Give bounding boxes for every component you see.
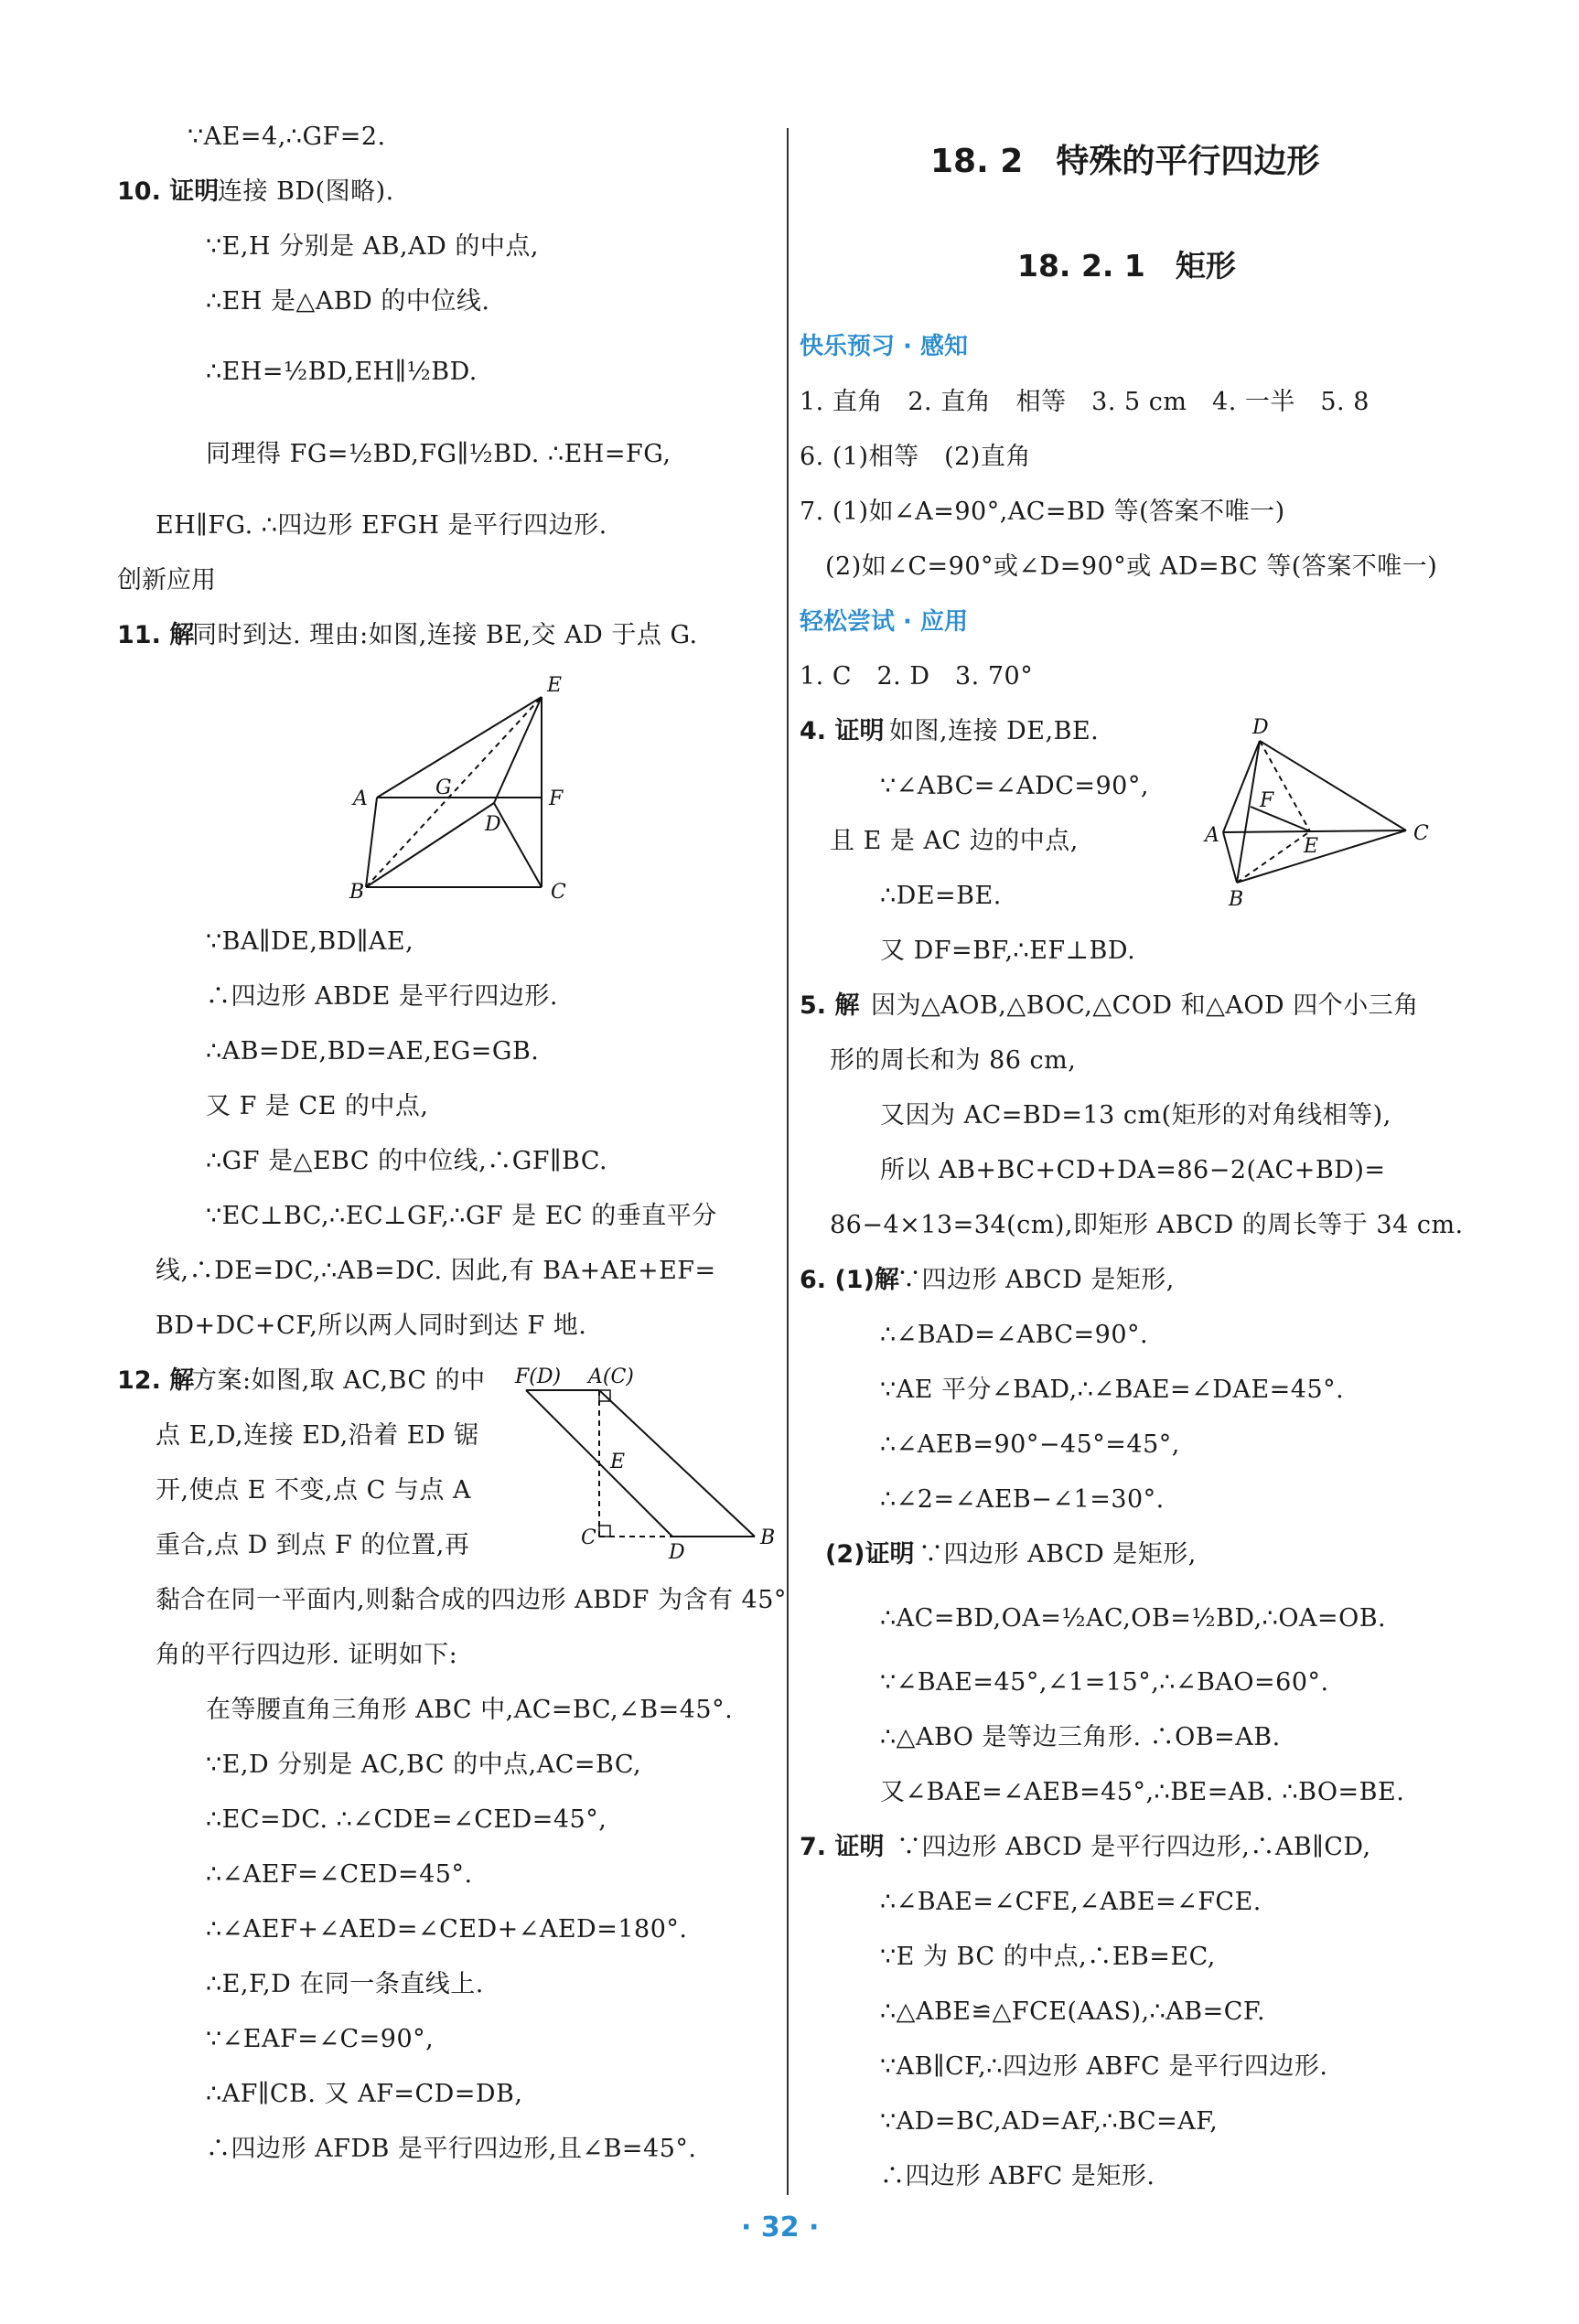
q11-label: 11. 解 xyxy=(117,621,195,649)
line-BC xyxy=(1237,830,1406,883)
text-line: 因为△AOB,△BOC,△COD 和△AOD 四个小三角 xyxy=(871,991,1419,1020)
text-line: ∴AC=BD,OA=½AC,OB=½BD,∴OA=OB. xyxy=(880,1604,1387,1633)
text-line: ∴∠2=∠AEB−∠1=30°. xyxy=(880,1485,1165,1514)
section-heading: 创新应用 xyxy=(117,566,216,594)
label-A: A xyxy=(1205,824,1219,847)
text-line: 开,使点 E 不变,点 C 与点 A xyxy=(156,1476,471,1505)
label-B: B xyxy=(760,1526,776,1549)
label-D: D xyxy=(485,813,501,836)
figure-11 xyxy=(348,659,604,904)
text-line: ∵四边形 ABCD 是矩形, xyxy=(918,1540,1197,1569)
text-line: ∴∠BAD=∠ABC=90°. xyxy=(880,1321,1149,1349)
text-line: ∵E,H 分别是 AB,AD 的中点, xyxy=(206,232,539,261)
text-line: ∵AE=4,∴GF=2. xyxy=(188,123,386,151)
figure-12 xyxy=(508,1363,782,1564)
text-line: ∵AE 平分∠BAD,∴∠BAE=∠DAE=45°. xyxy=(880,1376,1345,1404)
label-A: A xyxy=(353,787,368,810)
text-line: ∴四边形 ABDE 是平行四边形. xyxy=(206,982,558,1011)
text-line: ∴AB=DE,BD=AE,EG=GB. xyxy=(206,1037,540,1066)
text-line: 在等腰直角三角形 ABC 中,AC=BC,∠B=45°. xyxy=(206,1696,734,1724)
text-line: ∴∠BAE=∠CFE,∠ABE=∠FCE. xyxy=(880,1888,1262,1916)
label-D: D xyxy=(1252,716,1269,739)
line-DC xyxy=(494,803,542,887)
column-divider xyxy=(787,128,789,2195)
line-ED xyxy=(494,697,542,803)
q5-label: 5. 解 xyxy=(800,991,860,1020)
text-line: ∴△ABE≌△FCE(AAS),∴AB=CF. xyxy=(880,1997,1266,2026)
q4-label: 4. 证明 xyxy=(800,717,885,745)
text-line: 所以 AB+BC+CD+DA=86−2(AC+BD)= xyxy=(880,1156,1386,1184)
line-AC xyxy=(1223,830,1406,832)
text-line: ∵AD=BC,AD=AF,∴BC=AF, xyxy=(880,2107,1219,2136)
q10-label: 10. 证明 xyxy=(117,177,220,206)
text-line: ∵∠EAF=∠C=90°, xyxy=(206,2025,435,2053)
text-line: 如图,连接 DE,BE. xyxy=(889,717,1100,745)
label-C: C xyxy=(1413,822,1429,845)
label-AC: A(C) xyxy=(588,1365,634,1388)
line-DB xyxy=(1237,741,1260,883)
line-DE xyxy=(1260,741,1310,831)
text-line: ∴EH=½BD,EH∥½BD. xyxy=(206,358,478,386)
q12-label: 12. 解 xyxy=(117,1366,195,1395)
label-F: F xyxy=(1260,789,1274,812)
text-line: 1. C 2. D 3. 70° xyxy=(800,662,1034,691)
label-FD: F(D) xyxy=(515,1365,562,1388)
text-line: 又∠BAE=∠AEB=45°,∴BE=AB. ∴BO=BE. xyxy=(880,1778,1405,1806)
text-line: (2)如∠C=90°或∠D=90°或 AD=BC 等(答案不唯一) xyxy=(825,552,1438,581)
label-B: B xyxy=(1229,888,1244,911)
text-line: 86−4×13=34(cm),即矩形 ABCD 的周长等于 34 cm. xyxy=(830,1211,1464,1239)
text-line: BD+DC+CF,所以两人同时到达 F 地. xyxy=(156,1312,587,1340)
label-E: E xyxy=(547,674,563,697)
text-line: ∴EH 是△ABD 的中位线. xyxy=(206,287,490,316)
text-line: ∴∠AEF=∠CED=45°. xyxy=(206,1860,473,1889)
text-line: 点 E,D,连接 ED,沿着 ED 锯 xyxy=(156,1421,479,1450)
text-line: ∵E,D 分别是 AC,BC 的中点,AC=BC, xyxy=(206,1751,642,1779)
line-BE xyxy=(366,697,542,887)
text-line: 同时到达. 理由:如图,连接 BE,交 AD 于点 G. xyxy=(192,621,698,649)
text-line: ∵BA∥DE,BD∥AE, xyxy=(206,927,414,956)
q7-label: 7. 证明 xyxy=(800,1833,885,1861)
text-line: ∵EC⊥BC,∴EC⊥GF,∴GF 是 EC 的垂直平分 xyxy=(206,1202,717,1230)
page-number: · 32 · xyxy=(741,2212,820,2244)
text-line: ∴EC=DC. ∴∠CDE=∠CED=45°, xyxy=(206,1805,607,1834)
label-E: E xyxy=(1304,835,1319,858)
text-line: ∴E,F,D 在同一条直线上. xyxy=(206,1970,484,1998)
text-line: ∴DE=BE. xyxy=(880,882,1002,910)
text-line: 6. (1)相等 (2)直角 xyxy=(800,443,1031,471)
text-line: 1. 直角 2. 直角 相等 3. 5 cm 4. 一半 5. 8 xyxy=(800,388,1370,416)
subsection-title: 18. 2. 1 矩形 xyxy=(1017,248,1236,284)
text-line: ∴∠AEB=90°−45°=45°, xyxy=(880,1430,1180,1459)
text-line: ∵AB∥CF,∴四边形 ABFC 是平行四边形. xyxy=(880,2052,1328,2081)
right-angle-mark xyxy=(599,1526,610,1537)
label-D: D xyxy=(669,1541,685,1564)
line-DA xyxy=(1223,741,1260,832)
text-line: ∵四边形 ABCD 是平行四边形,∴AB∥CD, xyxy=(897,1833,1371,1861)
text-line: ∵∠ABC=∠ADC=90°, xyxy=(880,772,1149,800)
text-line: ∵E 为 BC 的中点,∴EB=EC, xyxy=(880,1943,1216,1971)
blue-heading: 快乐预习 · 感知 xyxy=(800,333,968,360)
line-BD xyxy=(366,803,494,887)
label-G: G xyxy=(435,776,452,799)
section-title: 18. 2 特殊的平行四边形 xyxy=(930,143,1320,180)
q6-label: 6. (1)解 xyxy=(800,1266,899,1294)
text-line: 连接 BD(图略). xyxy=(218,177,394,206)
text-line: 黏合在同一平面内,则黏合成的四边形 ABDF 为含有 45° xyxy=(156,1586,787,1614)
text-line: ∴∠AEF+∠AED=∠CED+∠AED=180°. xyxy=(206,1915,688,1944)
text-line: ∴AF∥CB. 又 AF=CD=DB, xyxy=(206,2080,523,2108)
text-line: 又 F 是 CE 的中点, xyxy=(206,1092,429,1120)
label-C: C xyxy=(581,1526,596,1549)
label-B: B xyxy=(349,881,365,904)
text-line: ∴GF 是△EBC 的中位线,∴GF∥BC. xyxy=(206,1147,608,1175)
q6b-label: (2)证明 xyxy=(825,1540,915,1569)
line-AB xyxy=(366,798,377,887)
text-line: ∴△ABO 是等边三角形. ∴OB=AB. xyxy=(880,1723,1281,1751)
text-line: ∵∠BAE=45°,∠1=15°,∴∠BAO=60°. xyxy=(880,1668,1329,1697)
label-E: E xyxy=(610,1451,626,1473)
blue-heading: 轻松尝试 · 应用 xyxy=(800,608,968,636)
text-line: 重合,点 D 到点 F 的位置,再 xyxy=(156,1531,470,1559)
line-DC xyxy=(1260,741,1406,830)
text-line: ∴四边形 ABFC 是矩形. xyxy=(880,2162,1155,2190)
text-line: ∵四边形 ABCD 是矩形, xyxy=(897,1266,1175,1294)
text-line: 且 E 是 AC 边的中点, xyxy=(830,827,1079,855)
label-F: F xyxy=(549,787,564,810)
line-AB xyxy=(1223,832,1237,883)
text-line: 线,∴DE=DC,∴AB=DC. 因此,有 BA+AE+EF= xyxy=(156,1257,716,1285)
text-line: 形的周长和为 86 cm, xyxy=(830,1046,1077,1075)
line-BE xyxy=(1237,831,1310,883)
figure-4 xyxy=(1196,713,1434,915)
text-line: 角的平行四边形. 证明如下: xyxy=(156,1641,458,1669)
line-EA xyxy=(377,697,542,798)
text-line: 7. (1)如∠A=90°,AC=BD 等(答案不唯一) xyxy=(800,498,1285,526)
label-C: C xyxy=(551,881,566,904)
text-line: 同理得 FG=½BD,FG∥½BD. ∴EH=FG, xyxy=(206,440,671,468)
text-line: EH∥FG. ∴四边形 EFGH 是平行四边形. xyxy=(156,511,607,540)
text-line: ∴四边形 AFDB 是平行四边形,且∠B=45°. xyxy=(206,2135,697,2163)
text-line: 方案:如图,取 AC,BC 的中 xyxy=(192,1366,486,1395)
text-line: 又因为 AC=BD=13 cm(矩形的对角线相等), xyxy=(880,1101,1391,1130)
text-line: 又 DF=BF,∴EF⊥BD. xyxy=(880,937,1136,965)
